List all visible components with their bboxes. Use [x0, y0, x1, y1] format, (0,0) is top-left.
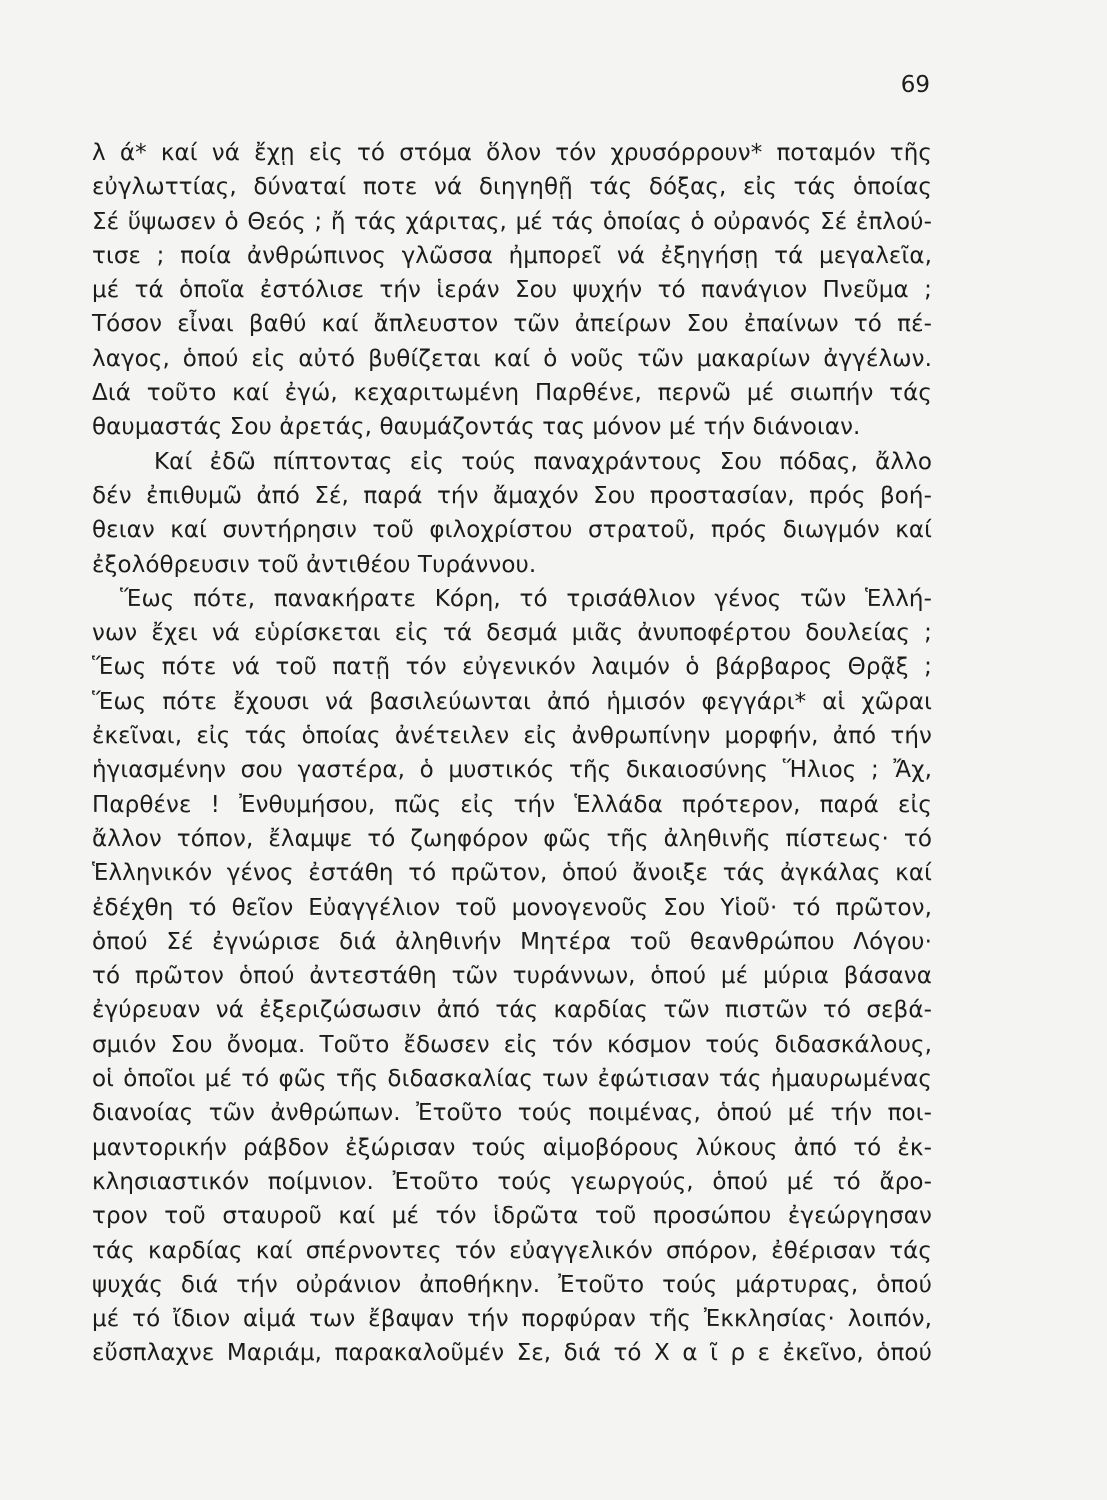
paragraph-start-line: Ἕως πότε, πανακήρατε Κόρη, τό τρισάθλιον γένος τῶν Ἑλλή-: [120, 585, 932, 612]
text-line: ἐξολόθρευσιν τοῦ ἀντιθέου Τυράννου.: [92, 551, 537, 578]
text-line: Ἑλληνικόν γένος ἐστάθη τό πρῶτον, ὁπού ἄνοιξε τάς ἀγκάλας καί: [92, 860, 932, 887]
text-line: ψυχάς διά τήν οὐράνιον ἀποθήκην. Ἐτοῦτο τούς μάρτυρας, ὁπού: [92, 1271, 932, 1298]
text-line: ἄλλον τόπον, ἔλαμψε τό ζωηφόρον φῶς τῆς ἀληθινῆς πίστεως· τό: [92, 825, 932, 852]
text-line: εὐγλωττίας, δύναταί ποτε νά διηγηθῇ τάς δόξας, εἰς τάς ὁποίας: [92, 174, 932, 201]
text-line: σμιόν Σου ὄνομα. Τοῦτο ἔδωσεν εἰς τόν κόσμον τούς διδασκάλους,: [92, 1031, 932, 1058]
text-line: ἐδέχθη τό θεῖον Εὐαγγέλιον τοῦ μονογενοῦς Σου Υἱοῦ· τό πρῶτον,: [92, 894, 932, 921]
text-line: μαντορικήν ράβδον ἐξώρισαν τούς αἱμοβόρους λύκους ἀπό τό ἐκ-: [92, 1134, 932, 1161]
text-line: λ ά* καί νά ἔχῃ εἰς τό στόμα ὅλον τόν χρυσόρρουν* ποταμόν τῆς: [92, 140, 932, 166]
text-line: λαγος, ὁπού εἰς αὐτό βυθίζεται καί ὁ νοῦς τῶν μακαρίων ἀγγέλων.: [92, 345, 932, 372]
text-line: μέ τό ἴδιον αἱμά των ἔβαψαν τήν πορφύραν τῆς Ἐκκλησίας· λοιπόν,: [92, 1306, 932, 1333]
text-line: ἡγιασμένην σου γαστέρα, ὁ μυστικός τῆς δικαιοσύνης Ἥλιος ; Ἄχ,: [92, 757, 932, 784]
text-line: εὔσπλαχνε Μαριάμ, παρακαλοῦμέν Σε, διά τό Χ α ῖ ρ ε ἐκεῖνο, ὁπού: [92, 1340, 932, 1367]
text-line: Σέ ὕψωσεν ὁ Θεός ; ἤ τάς χάριτας, μέ τάς ὁποίας ὁ οὐρανός Σέ ἐπλού-: [92, 208, 932, 235]
text-line: Ἕως πότε νά τοῦ πατῇ τόν εὐγενικόν λαιμόν ὁ βάρβαρος Θρᾷξ ;: [92, 654, 932, 681]
paragraph-start-line: Καί ἐδῶ πίπτοντας εἰς τούς παναχράντους Σου πόδας, ἄλλο: [154, 448, 932, 475]
text-line: τάς καρδίας καί σπέρνοντες τόν εὐαγγελικόν σπόρον, ἐθέρισαν τάς: [92, 1237, 932, 1264]
text-line: Ἕως πότε ἔχουσι νά βασιλεύωνται ἀπό ἡμισόν φεγγάρι* αἱ χῶραι: [92, 688, 932, 715]
text-line: οἱ ὁποῖοι μέ τό φῶς τῆς διδασκαλίας των ἐφώτισαν τάς ἠμαυρωμένας: [92, 1066, 932, 1093]
text-line: τισε ; ποία ἀνθρώπινος γλῶσσα ἠμπορεῖ νά ἐξηγήσῃ τά μεγαλεῖα,: [92, 242, 932, 269]
text-line: ὁπού Σέ ἐγνώρισε διά ἀληθινήν Μητέρα τοῦ θεανθρώπου Λόγου·: [92, 928, 932, 955]
text-line: νων ἔχει νά εὑρίσκεται εἰς τά δεσμά μιᾶς ἀνυποφέρτου δουλείας ;: [92, 620, 932, 647]
text-line: Τόσον εἶναι βαθύ καί ἄπλευστον τῶν ἀπείρων Σου ἐπαίνων τό πέ-: [92, 311, 932, 338]
page-number: 69: [900, 72, 930, 98]
text-line: θειαν καί συντήρησιν τοῦ φιλοχρίστου στρατοῦ, πρός διωγμόν καί: [92, 517, 932, 544]
text-line: Διά τοῦτο καί ἐγώ, κεχαριτωμένη Παρθένε, περνῶ μέ σιωπήν τάς: [92, 380, 932, 407]
text-line: διανοίας τῶν ἀνθρώπων. Ἐτοῦτο τούς ποιμένας, ὁπού μέ τήν ποι-: [92, 1100, 932, 1127]
body-text: [92, 136, 932, 1371]
text-line: ἐκεῖναι, εἰς τάς ὁποίας ἀνέτειλεν εἰς ἀνθρωπίνην μορφήν, ἀπό τήν: [92, 723, 932, 750]
text-line: Παρθένε ! Ἐνθυμήσου, πῶς εἰς τήν Ἑλλάδα πρότερον, παρά εἰς: [92, 791, 932, 818]
text-line: δέν ἐπιθυμῶ ἀπό Σέ, παρά τήν ἄμαχόν Σου προστασίαν, πρός βοή-: [92, 482, 932, 509]
text-line: τρον τοῦ σταυροῦ καί μέ τόν ἱδρῶτα τοῦ προσώπου ἐγεώργησαν: [92, 1203, 932, 1230]
text-line: τό πρῶτον ὁπού ἀντεστάθη τῶν τυράννων, ὁπού μέ μύρια βάσανα: [92, 963, 932, 990]
text-line: κλησιαστικόν ποίμνιον. Ἐτοῦτο τούς γεωργούς, ὁπού μέ τό ἄρο-: [92, 1168, 932, 1195]
text-line: θαυμαστάς Σου ἀρετάς, θαυμάζοντάς τας μόνον μέ τήν διάνοιαν.: [92, 414, 861, 441]
text-line: ἐγύρευαν νά ἐξεριζώσωσιν ἀπό τάς καρδίας τῶν πιστῶν τό σεβά-: [92, 997, 932, 1024]
text-line: μέ τά ὁποῖα ἐστόλισε τήν ἱεράν Σου ψυχήν τό πανάγιον Πνεῦμα ;: [92, 277, 932, 304]
